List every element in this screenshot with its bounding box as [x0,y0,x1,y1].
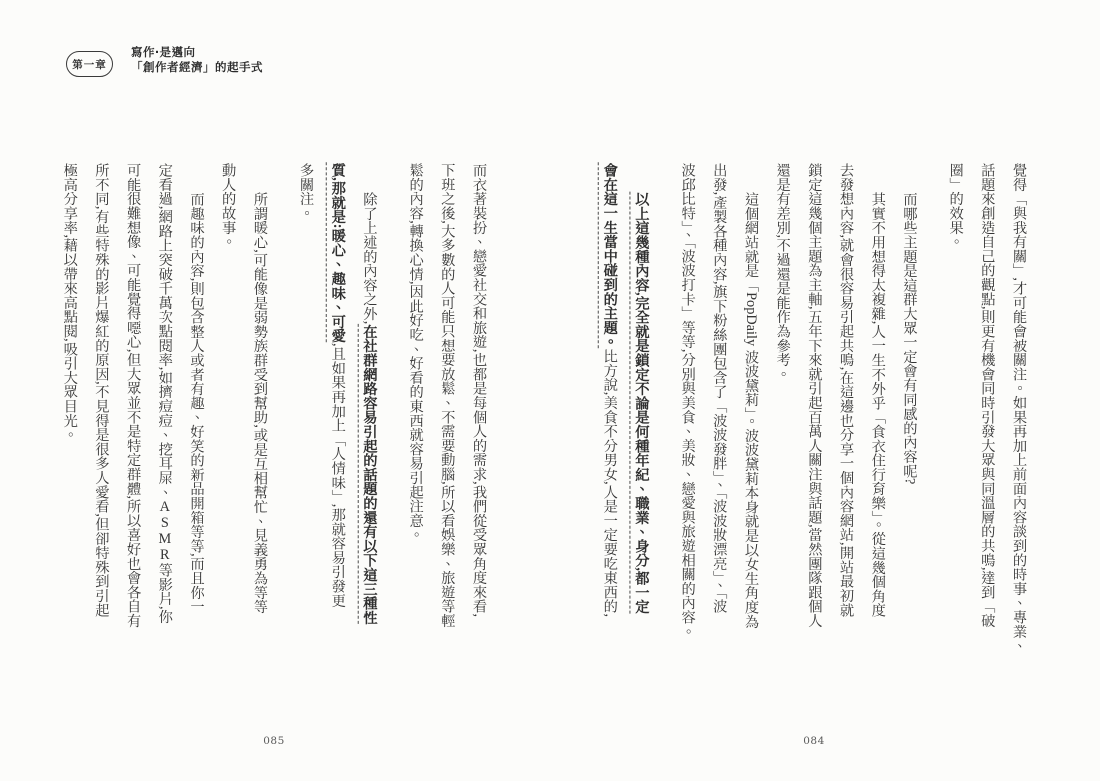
text-column [798,163,830,668]
page-084-text-block [593,163,1034,671]
text-segment: 除了上述的內容之外, [361,192,378,325]
text-segment: 鎖定這幾個主題為主軸,五年下來就引起百萬人關注與話題,當然團隊跟個人 [806,163,823,628]
text-segment: 所謂暖心,可能像是弱勢族群受到幫助,或是互相幫忙、見義勇為等等 [251,192,268,614]
emphasized-text-segment: 質,那就是:暖心、趣味、可愛 [329,163,346,343]
text-column [289,163,321,668]
text-column [462,163,494,668]
text-segment: 動人的故事。 [220,163,237,249]
text-column [861,163,893,668]
text-segment: 覺得「與我有關」,才可能會被關注。如果再加上前面內容談到的時事、專業、 [1011,163,1027,653]
text-column [671,163,703,668]
text-segment: ,且如果再加上「人情味」,那就容易引發更 [329,342,346,608]
page-number-left: 085 [263,735,285,747]
text-segment: 定看過,網路上突破千萬次點閱率,如擠痘痘、挖耳屎、 [156,163,173,500]
text-column [148,163,180,668]
chapter-badge-label: 第一章 [72,58,107,71]
text-segment: 多關注。 [298,163,315,221]
text-column [734,163,766,668]
text-column [180,163,212,668]
chapter-title-line-2: 「創作者經濟」的起手式 [131,62,263,74]
emphasized-text-segment: 在社群網路容易引起的話題的還有以下這三種性 [361,324,378,625]
text-column [1002,163,1034,668]
text-segment: 下班之後,大多數的人可能只想要放鬆、不需要動腦,所以看娛樂、旅遊等輕 [439,163,456,628]
text-column [321,163,353,668]
text-segment: 話題來創造自己的觀點,則更有機會同時引發大眾與同溫層的共鳴,達到「破 [979,163,996,628]
text-column [212,163,244,668]
text-segment: 而哪些主題是這群大眾一定會有同感的內容呢? [901,192,918,485]
text-column [53,163,85,668]
text-segment: 可能很難想像、可能覺得噁心,但大眾並不是特定群體,所以喜好也會各自有 [125,163,142,628]
text-segment: 而衣著裝扮、戀愛社交和旅遊,也都是每個人的需求,我們從受眾角度來看, [471,163,487,618]
chapter-title [131,46,263,76]
text-column [703,163,735,668]
text-segment: ASMR [156,499,173,564]
text-column [399,163,431,668]
emphasized-text-segment: 會在這一生當中碰到的主題。 [601,163,618,349]
text-column [893,163,925,668]
text-segment: 其實不用想得太複雜,人一生不外乎「食衣住行育樂」。從這幾個角度 [869,192,886,618]
chapter-header [0,0,400,100]
text-segment: 等影片,你 [156,563,173,624]
text-column [829,163,861,668]
text-segment: 極高分享率,藉以帶來高點閱,吸引大眾目光。 [61,163,78,442]
chapter-title-line-1: 寫作‧是邁向 [131,47,196,59]
text-segment: 這個網站就是「PopDaily 波波黛莉」。波波黛莉本身就是以女生角度為 [743,192,759,629]
text-segment: 比方說,美食不分男女,人是一定要吃東西的, [601,348,618,618]
chapter-badge [66,51,113,77]
text-column [116,163,148,668]
text-column [766,163,798,668]
text-segment: 去發想內容,就會很容易引起共鳴,在這邊也分享一個內容網站,開站最初就 [838,163,855,618]
text-segment: 還是有差別,不過還是能作為參考。 [774,163,791,382]
page-085-text-block [53,163,494,671]
page-number-right: 084 [803,735,825,747]
text-segment: 圈」的效果。 [947,163,964,249]
text-segment: 鬆的內容,轉換心情,因此好吃、好看的東西就容易引起注意。 [407,163,424,542]
text-segment: 所不同,有些特殊的影片爆紅的原因,不見得是很多人愛看,但卻特殊到引起 [93,163,110,618]
text-segment: 波邱比特」、「波波打卡」等等,分別與美食、美妝、戀愛與旅遊相關的內容。 [679,163,696,639]
text-column [971,163,1003,668]
emphasized-text-segment: 以上這幾種內容,完全就是鎖定不論是何種年紀、職業、身分,都一定 [633,192,650,614]
text-segment: 而趣味的內容,則包含整人或者有趣、好笑的新品開箱等等,而且你一 [188,192,205,614]
text-column [243,163,275,668]
text-column [85,163,117,668]
text-column [939,163,971,668]
text-column [431,163,463,668]
text-segment: 出發,產製各種內容,旗下粉絲團包含了「波波發胖」、「波波妝漂亮」、「波 [711,163,728,614]
text-column [593,163,625,668]
text-column [353,163,385,668]
text-column [625,163,657,668]
